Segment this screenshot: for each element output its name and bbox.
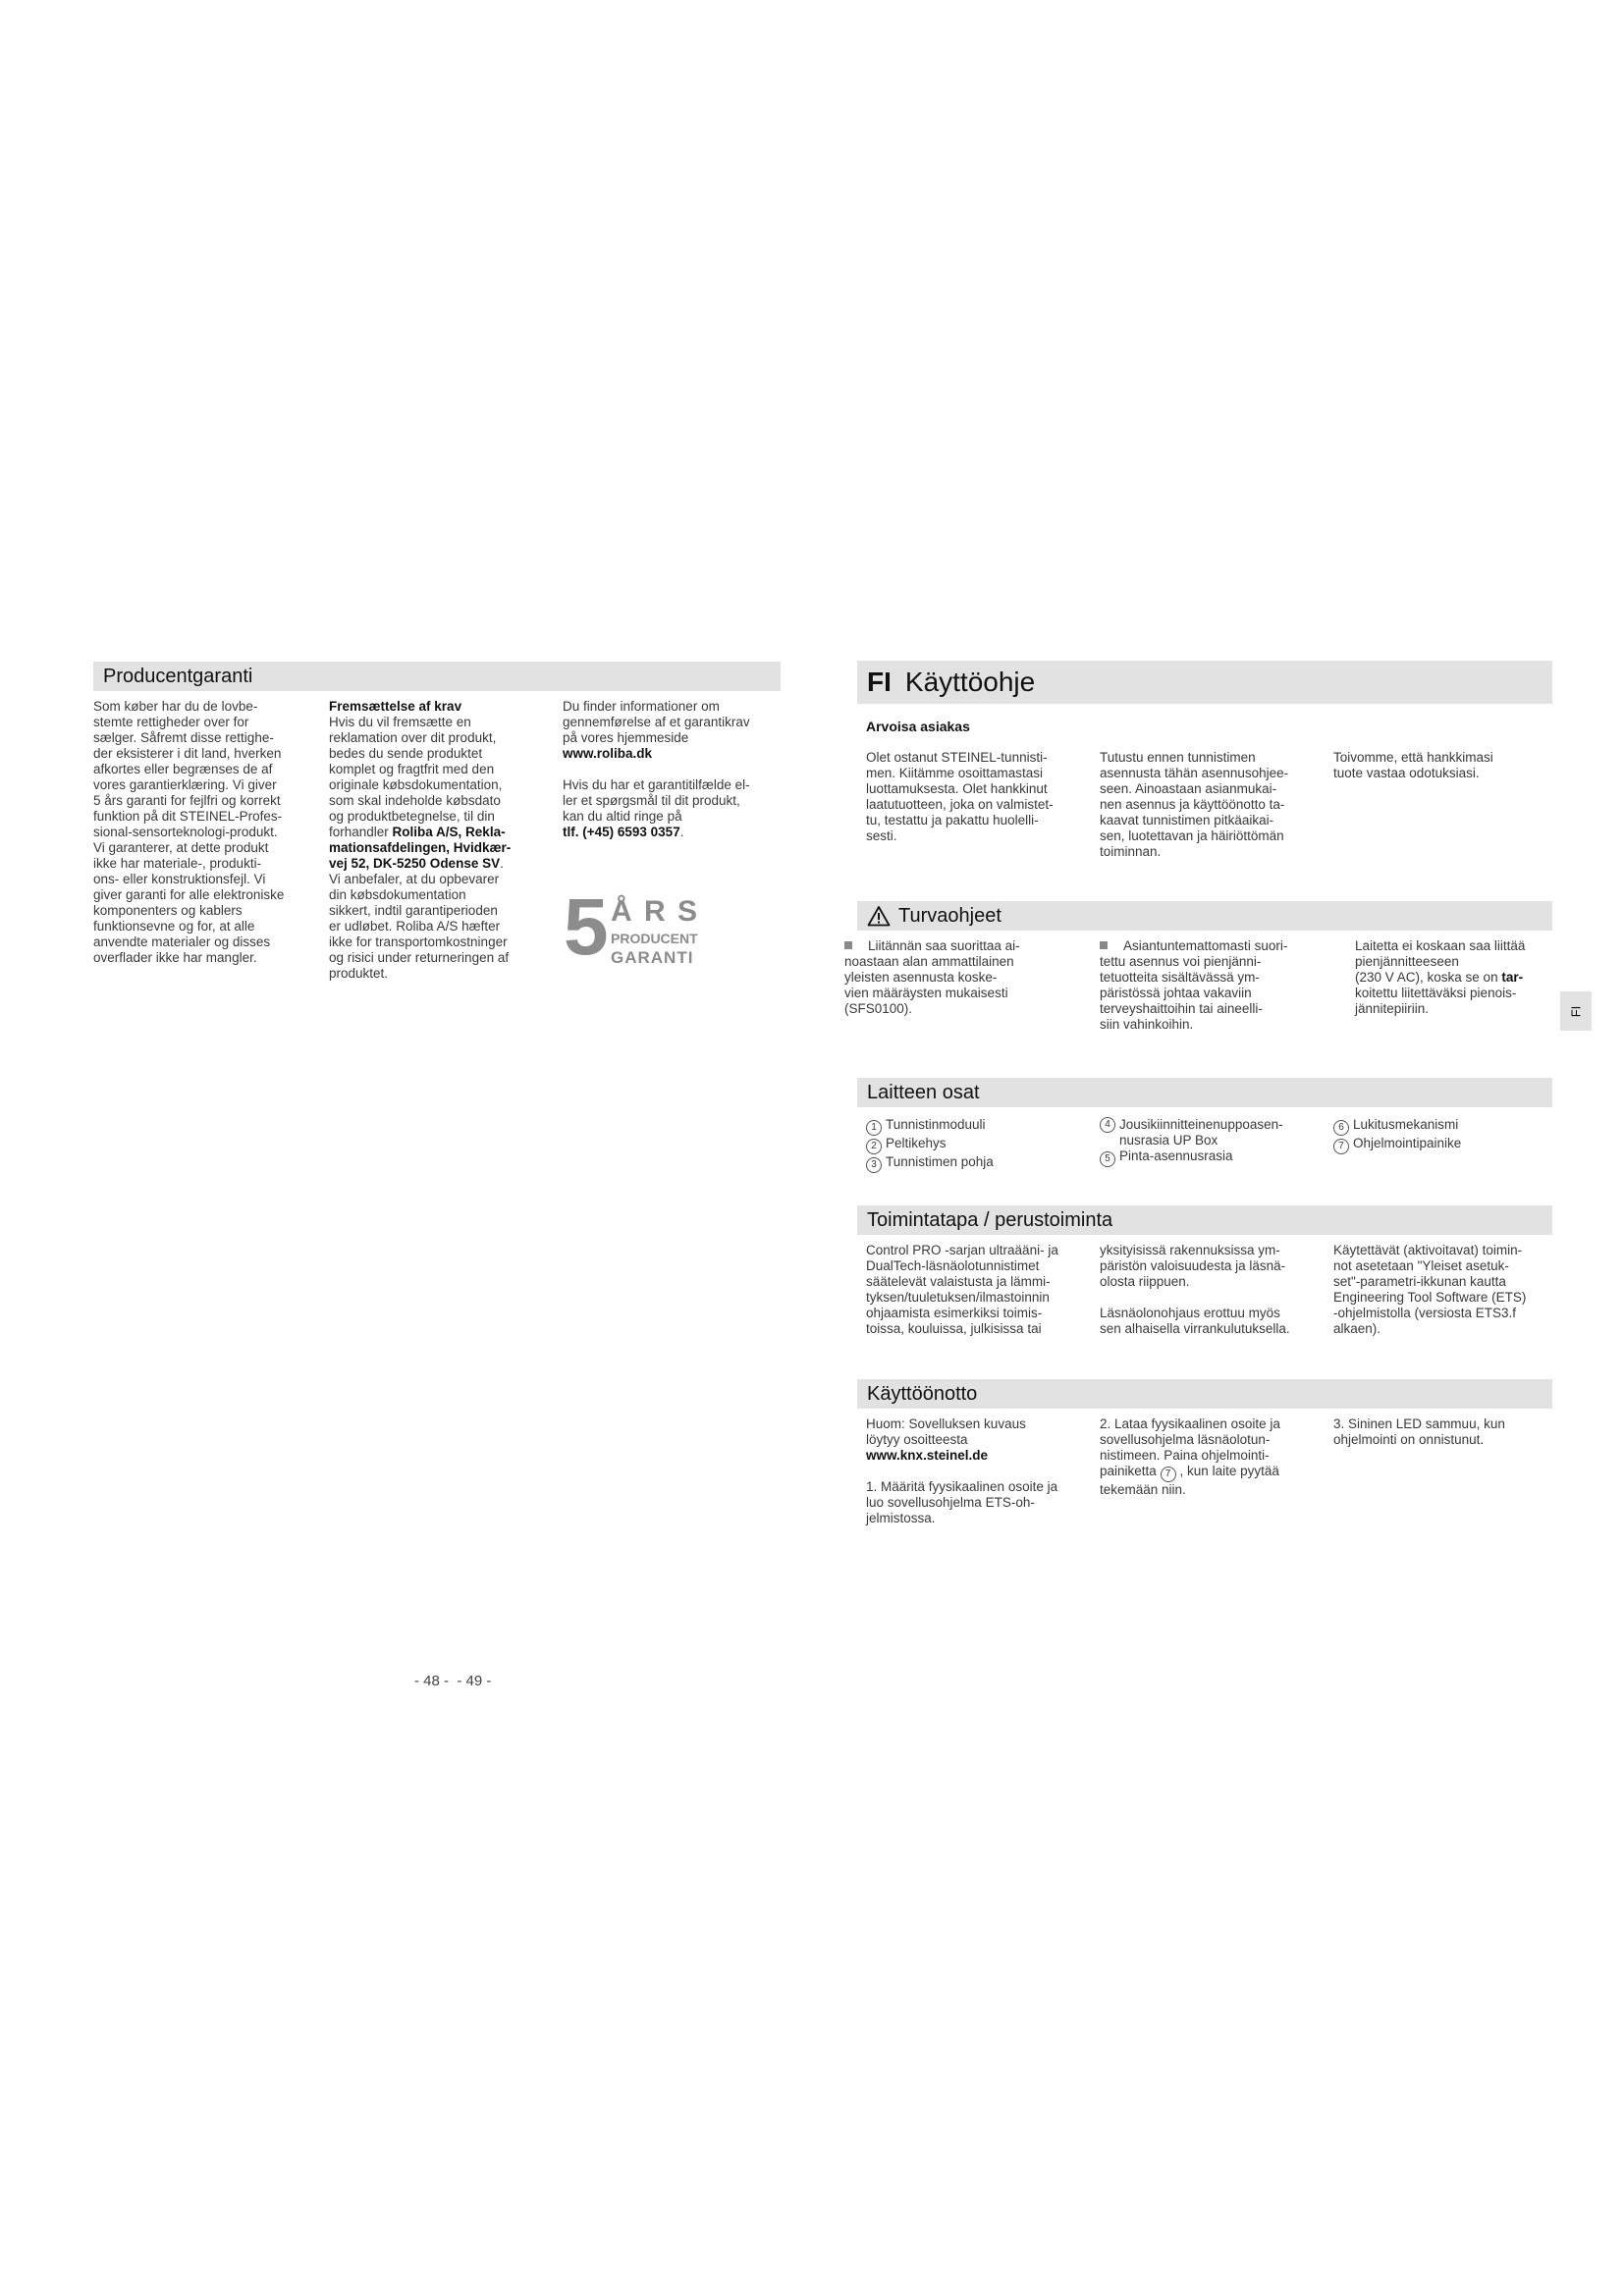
parts-column-3 [1333,1117,1559,1154]
part-5: 5 Pinta-asennusrasia [1100,1148,1326,1167]
greeting: Arvoisa asiakas [866,719,970,734]
bullet-square-icon [844,941,852,949]
operation-text-2b: Läsnäolonohjaus erottuu myös sen alhaisella virrankulutuksella. [1100,1306,1290,1336]
claim-heading: Fremsættelse af krav [329,699,462,714]
logo-line1: PRODUCENT [611,931,698,946]
part-7: 7 Ohjelmointipainike [1333,1136,1559,1154]
safety-column-3 [1355,938,1581,1017]
warranty-column-3 [563,699,774,840]
commissioning-title: Käyttöönotto [867,1382,978,1405]
intro-text-3: Toivomme, että hankkimasi tuote vastaa odotuksiasi. [1333,750,1493,780]
claim-address: Roliba A/S, Rekla- mationsafdelingen, Hvidkær- vej 52, DK-5250 Odense SV [329,825,512,871]
commissioning-step-2: 2. Lataa fyysikaalinen osoite ja sovellusohjelma läsnäolotun- nistimeen. Paina ohjelmointi- painiketta 7 , kun laite pyytää tekemään niin. [1100,1416,1280,1497]
safety-text-2: Asiantuntemattomasti suori- tettu asennus voi pienjänni- tetuotteita sisältävässä ym- päristössä johtaa vakaviin terveyshaittoihin tai aineelli- siin vahinkoihin. [1100,938,1288,1032]
logo-number: 5 [564,882,609,972]
parts-title: Laitteen osat [867,1081,980,1103]
step-number-badge: 7 [1161,1467,1176,1482]
intro-column-1 [866,750,1082,844]
info-text: Du finder informationer om gennemførelse af et garantikrav på vores hjemmeside [563,699,750,745]
operation-text-1: Control PRO -sarjan ultraääni- ja DualTech-läsnäolotunnistimet säätelevät valaistusta ja lämmi- tyksen/tuuletuksen/ilmastoinnin ohjaamista esimerkiksi toimis- toissa, kouluissa, julkisissa tai [866,1243,1058,1336]
warranty-column-1 [93,699,299,966]
safety-text-1: Liitännän saa suorittaa ai- noastaan alan ammattilainen yleisten asennusta koske- vien määräysten mukaisesti (SFS0100). [844,938,1020,1016]
phone-line [563,825,774,840]
safety-header [857,901,1552,931]
part-6: 6 Lukitusmekanismi [1333,1117,1559,1136]
warning-icon [867,905,891,927]
producentgaranti-title: Producentgaranti [103,665,253,687]
producentgaranti-header [93,662,781,691]
intro-column-3 [1333,750,1549,781]
fi-title: Käyttöohje [904,667,1036,697]
operation-column-1 [866,1243,1092,1337]
operation-text-3: Käytettävät (aktivoitavat) toimin- not asetetaan "Yleiset asetuk- set"-parametri-ikkunan kautta Engineering Tool Software (ETS) -ohjelmistolla (versiosta ETS3.f alkaen). [1333,1243,1527,1336]
page-numbers: - 48 - - 49 - [414,1673,492,1689]
intro-text-2: Tutustu ennen tunnistimen asennusta tähän asennusohjee- seen. Ainoastaan asianmukai- nen asennus ja käyttöönotto ta- kaavat tunnistimen pitkäaikai- sen, luotettavan ja häiriöttömän toiminnan. [1100,750,1289,859]
claim-text [329,715,540,982]
fi-code: FI [867,667,892,697]
phone-number: tlf. (+45) 6593 0357 [563,825,680,839]
safety-title: Turvaohjeet [898,904,1001,927]
commissioning-column-2 [1100,1416,1326,1498]
claim-text-b: . Vi anbefaler, at du opbevarer din købsdokumentation sikkert, indtil garantiperioden er udløbet. Roliba A/S hæfter ikke for transportomkostninger og risici under returneringen af produktet. [329,856,510,981]
part-4: 4 Jousikiinnitteinenuppoasen- nusrasia UP Box [1100,1117,1326,1148]
warranty-column-2 [329,699,540,982]
commissioning-note: Huom: Sovelluksen kuvaus löytyy osoitteesta [866,1416,1026,1447]
intro-text-1: Olet ostanut STEINEL-tunnisti- men. Kiitämme osoittamastasi luottamuksesta. Olet hankkinut laatutuotteen, joka on valmistet- tu, testattu ja pakattu huolelli- sesti. [866,750,1054,843]
phone-end: . [679,825,684,839]
commissioning-column-1 [866,1416,1092,1526]
operation-column-3 [1333,1243,1559,1337]
bullet-square-icon [1100,941,1108,949]
safety-text-3: Laitetta ei koskaan saa liittää pienjännitteeseen (230 V AC), koska se on tar- koitettu liitettäväksi pienois- jännitepiiriin. [1355,938,1526,1016]
contact-text: Hvis du har et garantitilfælde el- ler et spørgsmål til dit produkt, kan du altid ringe på [563,777,750,824]
logo-line2: GARANTI [611,948,694,967]
knx-link[interactable]: www.knx.steinel.de [866,1448,989,1463]
side-tab-fi: FI [1560,991,1592,1031]
commissioning-header [857,1379,1552,1409]
safety-column-2 [1100,938,1326,1033]
commissioning-column-3 [1333,1416,1559,1448]
warranty-text: Som køber har du de lovbe- stemte rettigheder over for sælger. Såfremt disse rettighe- der eksisterer i dit land, hverken afkortes eller begrænses de af vores garantierklæring. Vi giver 5 års garanti for fejlfri og korrekt funktion på dit STEINEL-Profes- sional-sensorteknologi-produkt. Vi garanterer, at dette produkt ikke har materiale-, produkti- ons- eller konstruktionsfejl. Vi giver garanti for alle elektroniske komponenters og kablers funktionsevne og for, at alle anvendte materialer og disses overflader ikke har mangler. [93,699,285,965]
fi-title-header [857,661,1552,704]
part-2: 2 Peltikehys [866,1136,1092,1154]
intro-column-2 [1100,750,1316,860]
operation-header [857,1205,1552,1235]
commissioning-step-3: 3. Sininen LED sammuu, kun ohjelmointi on onnistunut. [1333,1416,1505,1447]
claim-text-a: Hvis du vil fremsætte en reklamation over dit produkt, bedes du sende produktet komplet og fragtfrit med den originale købsdokumentation, som skal indeholde købsdato og produktbetegnelse, til din forhandler [329,715,503,839]
operation-title: Toimintatapa / perustoiminta [867,1208,1113,1231]
commissioning-step-1: 1. Määritä fyysikaalinen osoite ja luo sovellusohjelma ETS-oh- jelmistossa. [866,1479,1058,1525]
safety-column-1 [844,938,1085,1017]
five-year-warranty-logo [564,882,701,982]
roliba-link[interactable]: www.roliba.dk [563,746,653,761]
operation-column-2 [1100,1243,1326,1337]
logo-word: Å R S [611,895,700,928]
part-3: 3 Tunnistimen pohja [866,1154,1092,1173]
parts-column-1 [866,1117,1092,1173]
parts-header [857,1078,1552,1107]
part-1: 1 Tunnistinmoduuli [866,1117,1092,1136]
parts-column-2 [1100,1117,1326,1167]
operation-text-2a: yksityisissä rakennuksissa ym- päristön valoisuudesta ja läsnä- olosta riippuen. [1100,1243,1286,1289]
